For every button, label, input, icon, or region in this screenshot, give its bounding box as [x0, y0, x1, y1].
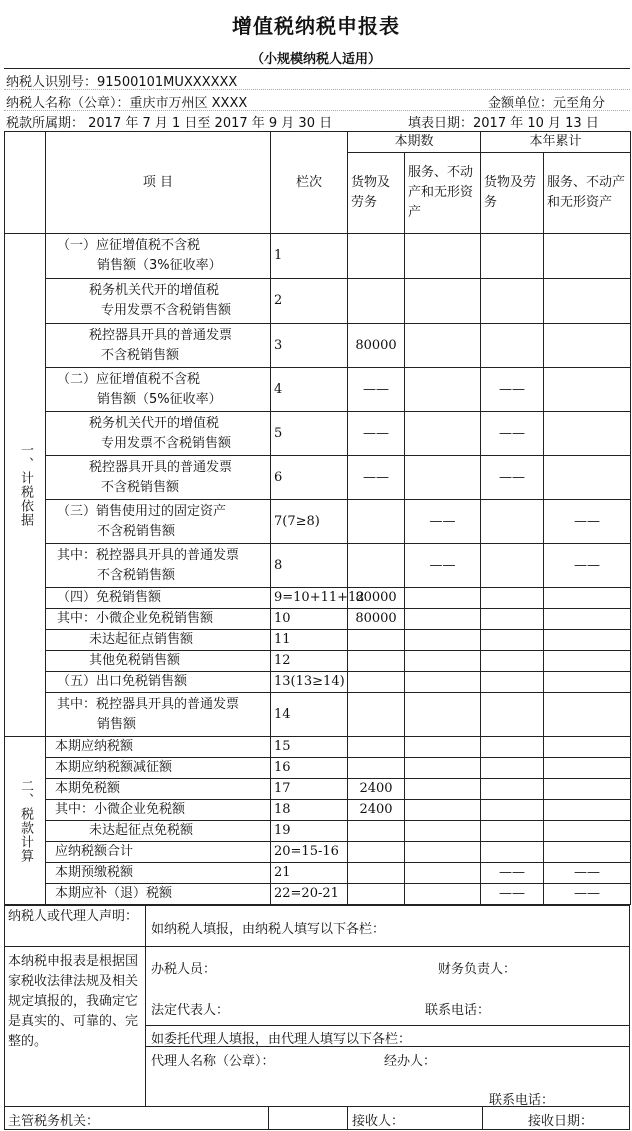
row-ytd-services	[544, 779, 631, 800]
row-line-no: 21	[271, 863, 348, 884]
row-line-no: 3	[271, 324, 348, 368]
row-item	[46, 821, 271, 842]
row-cur-goods	[348, 500, 405, 544]
row-item-text: 销售额（5%征收率）	[97, 391, 222, 407]
row-cur-services	[405, 821, 481, 842]
row-cur-goods	[348, 672, 405, 693]
row-cur-services	[405, 842, 481, 863]
row-ytd-services	[544, 234, 631, 279]
row-ytd-goods	[481, 693, 544, 737]
row-cur-goods: ——	[348, 368, 405, 412]
row-item-text: 本期预缴税额	[55, 865, 134, 880]
row-ytd-goods	[481, 500, 544, 544]
tax-period: 税款所属期： 2017 年 7 月 1 日至 2017 年 9 月 30 日	[6, 116, 333, 131]
row-item	[46, 737, 271, 758]
receiver-label: 接收人：	[352, 1114, 405, 1129]
row-cur-goods	[348, 234, 405, 279]
header-item: 项 目	[46, 132, 271, 234]
row-item	[46, 456, 271, 500]
row-item-text: 销售额（3%征收率）	[97, 258, 222, 273]
row-ytd-goods	[481, 324, 544, 368]
fill-date: 填表日期：2017 年 10 月 13 日	[408, 116, 599, 131]
table-row	[5, 324, 631, 368]
row-ytd-goods	[481, 842, 544, 863]
table-row	[5, 779, 631, 800]
row-cur-goods: 80000	[348, 324, 405, 368]
row-cur-goods: ——	[348, 456, 405, 500]
row-item-text: 其他免税销售额	[89, 653, 181, 668]
table-row	[5, 693, 631, 737]
row-ytd-services	[544, 737, 631, 758]
row-ytd-services	[544, 412, 631, 456]
row-item	[46, 368, 271, 412]
table-row	[5, 234, 631, 279]
row-line-no: 19	[271, 821, 348, 842]
row-item-text: （五）出口免税销售额	[57, 674, 188, 689]
row-ytd-services	[544, 821, 631, 842]
declaration-body: 本纳税申报表是根据国家税收法律法规及相关规定填报的，我确定它是真实的、可靠的、完整的。	[8, 954, 139, 1049]
table-row	[5, 651, 631, 672]
row-line-no: 18	[271, 800, 348, 821]
row-cur-services	[405, 324, 481, 368]
row-ytd-services: ——	[544, 863, 631, 884]
row-line-no: 4	[271, 368, 348, 412]
divider	[4, 89, 630, 90]
row-line-no: 13(13≥14)	[271, 672, 348, 693]
row-ytd-goods	[481, 779, 544, 800]
finance-head-label: 财务负责人：	[438, 962, 517, 977]
row-cur-services	[405, 368, 481, 412]
form-subtitle: （小规模纳税人适用）	[250, 52, 381, 67]
row-ytd-services	[544, 693, 631, 737]
row-cur-goods: ——	[348, 412, 405, 456]
row-item-text: （一）应征增值税不含税	[57, 238, 201, 253]
tax-authority-label: 主管税务机关：	[8, 1114, 100, 1129]
row-cur-goods	[348, 884, 405, 905]
header-ytd: 本年累计	[481, 132, 631, 153]
row-cur-services	[405, 651, 481, 672]
row-ytd-services	[544, 842, 631, 863]
row-ytd-services	[544, 630, 631, 651]
row-ytd-goods	[481, 672, 544, 693]
row-item	[46, 588, 271, 609]
row-ytd-services: ——	[544, 884, 631, 905]
legal-rep-label: 法定代表人：	[151, 1003, 230, 1018]
row-cur-goods	[348, 758, 405, 779]
row-item-text: （二）应征增值税不含税	[57, 371, 201, 387]
row-item-text: （四）免税销售额	[57, 590, 162, 605]
row-cur-services	[405, 779, 481, 800]
row-item-text: 本期应纳税额	[55, 739, 134, 754]
table-row	[5, 842, 631, 863]
row-ytd-goods	[481, 630, 544, 651]
header-ytd-services: 服务、不动产和无形资产	[544, 153, 631, 234]
row-item	[46, 324, 271, 368]
row-cur-services	[405, 234, 481, 279]
row-ytd-goods	[481, 609, 544, 630]
row-cur-services	[405, 672, 481, 693]
row-item	[46, 693, 271, 737]
row-item	[46, 651, 271, 672]
row-cur-services	[405, 588, 481, 609]
row-cur-goods: 80000	[348, 609, 405, 630]
taxpayer-name: 纳税人名称（公章）：重庆市万州区 XXXX	[6, 96, 248, 111]
table-row	[5, 884, 631, 905]
row-ytd-goods	[481, 758, 544, 779]
row-item-text: 本期应纳税额减征额	[55, 760, 173, 775]
row-item	[46, 758, 271, 779]
row-item-text: （三）销售使用过的固定资产	[57, 503, 227, 519]
table-row	[5, 500, 631, 544]
row-cur-goods	[348, 651, 405, 672]
row-ytd-services	[544, 324, 631, 368]
row-item-text: 其中：小微企业免税销售额	[57, 611, 214, 626]
row-cur-goods: 80000	[348, 588, 405, 609]
row-cur-services	[405, 758, 481, 779]
row-cur-goods	[348, 693, 405, 737]
row-ytd-services	[544, 588, 631, 609]
row-line-no: 2	[271, 279, 348, 324]
row-ytd-services	[544, 672, 631, 693]
row-ytd-goods	[481, 800, 544, 821]
row-cur-services	[405, 693, 481, 737]
row-item	[46, 863, 271, 884]
row-ytd-services	[544, 758, 631, 779]
row-ytd-goods	[481, 544, 544, 588]
row-item-text: 税控器具开具的普通发票	[89, 459, 233, 475]
row-line-no: 22=20-21	[271, 884, 348, 905]
row-ytd-goods: ——	[481, 412, 544, 456]
row-line-no: 1	[271, 234, 348, 279]
header-current-period: 本期数	[348, 132, 481, 153]
row-ytd-services	[544, 800, 631, 821]
row-cur-goods: 2400	[348, 779, 405, 800]
row-item	[46, 234, 271, 279]
table-row	[5, 800, 631, 821]
row-cur-services	[405, 279, 481, 324]
row-item	[46, 500, 271, 544]
row-cur-services	[405, 456, 481, 500]
row-item-text: 其中：小微企业免税额	[55, 802, 186, 817]
header-line-no: 栏次	[271, 132, 348, 234]
table-row	[5, 609, 631, 630]
row-item-text: 专用发票不含税销售额	[101, 303, 232, 318]
header-ytd-goods: 货物及劳务	[481, 153, 544, 234]
row-cur-services	[405, 630, 481, 651]
table-row	[5, 672, 631, 693]
row-cur-services: ——	[405, 500, 481, 544]
row-cur-services: ——	[405, 544, 481, 588]
row-item-text: 本期免税额	[55, 781, 121, 796]
table-row	[5, 412, 631, 456]
row-cur-goods	[348, 544, 405, 588]
table-row	[5, 544, 631, 588]
row-item-text: 应纳税额合计	[55, 844, 134, 859]
receive-date-label: 接收日期：	[528, 1114, 594, 1129]
row-line-no: 14	[271, 693, 348, 737]
row-item-text: 其中：税控器具开具的普通发票	[57, 547, 240, 563]
row-cur-services	[405, 800, 481, 821]
row-ytd-goods	[481, 279, 544, 324]
section1-text: 一、计税依据	[18, 443, 33, 527]
handler-label: 办税人员：	[151, 962, 217, 977]
row-item-text: 税务机关代开的增值税	[89, 283, 220, 298]
row-item	[46, 672, 271, 693]
row-cur-services	[405, 863, 481, 884]
row-cur-goods	[348, 737, 405, 758]
row-line-no: 20=15-16	[271, 842, 348, 863]
form-title: 增值税纳税申报表	[232, 14, 400, 38]
row-item-text: 税务机关代开的增值税	[89, 415, 220, 431]
row-ytd-services	[544, 456, 631, 500]
row-item	[46, 544, 271, 588]
row-item	[46, 779, 271, 800]
header-cur-goods: 货物及劳务	[348, 153, 405, 234]
table-row	[5, 821, 631, 842]
row-ytd-goods: ——	[481, 368, 544, 412]
row-line-no: 15	[271, 737, 348, 758]
row-ytd-services	[544, 368, 631, 412]
row-item-text: 不含税销售额	[101, 347, 180, 363]
row-ytd-services: ——	[544, 500, 631, 544]
row-line-no: 10	[271, 609, 348, 630]
row-ytd-services	[544, 279, 631, 324]
row-item-text: 不含税销售额	[101, 479, 180, 495]
self-fill-note: 如纳税人填报，由纳税人填写以下各栏：	[151, 922, 386, 937]
agent-name-label: 代理人名称（公章）：	[151, 1054, 275, 1069]
row-ytd-goods	[481, 737, 544, 758]
row-item	[46, 884, 271, 905]
row-cur-goods: 2400	[348, 800, 405, 821]
divider	[4, 110, 630, 111]
agent-phone-label: 联系电话：	[489, 1093, 555, 1108]
row-ytd-goods	[481, 651, 544, 672]
row-line-no: 16	[271, 758, 348, 779]
table-row	[5, 588, 631, 609]
section-label-basis	[5, 234, 46, 737]
row-ytd-goods: ——	[481, 863, 544, 884]
row-item-text: 销售额	[97, 716, 137, 732]
row-line-no: 9=10+11+12	[271, 588, 348, 609]
header-cur-services: 服务、不动产和无形资产	[405, 153, 481, 234]
row-item-text: 专用发票不含税销售额	[101, 435, 232, 451]
table-row	[5, 456, 631, 500]
row-item	[46, 630, 271, 651]
corner-cell	[5, 132, 46, 234]
declaration-section	[4, 905, 630, 1131]
table-row	[5, 863, 631, 884]
taxpayer-id: 纳税人识别号：91500101MUXXXXXX	[6, 75, 238, 90]
row-line-no: 17	[271, 779, 348, 800]
row-ytd-goods: ——	[481, 884, 544, 905]
operator-label: 经办人：	[384, 1054, 437, 1069]
row-cur-goods	[348, 630, 405, 651]
row-item-text: 本期应补（退）税额	[55, 886, 173, 901]
divider	[4, 68, 630, 69]
phone-label: 联系电话：	[425, 1003, 491, 1018]
row-cur-goods	[348, 863, 405, 884]
row-cur-services	[405, 737, 481, 758]
row-line-no: 11	[271, 630, 348, 651]
row-item	[46, 609, 271, 630]
table-row	[5, 630, 631, 651]
row-ytd-goods	[481, 588, 544, 609]
row-item-text: 未达起征点销售额	[89, 632, 194, 647]
row-ytd-goods	[481, 821, 544, 842]
row-cur-services	[405, 609, 481, 630]
agent-fill-note: 如委托代理人填报，由代理人填写以下各栏：	[151, 1032, 412, 1047]
amount-unit: 金额单位：元至角分	[488, 96, 606, 111]
row-ytd-goods	[481, 234, 544, 279]
row-ytd-services: ——	[544, 544, 631, 588]
row-line-no: 5	[271, 412, 348, 456]
row-item-text: 未达起征点免税额	[89, 823, 194, 838]
table-row	[5, 758, 631, 779]
row-line-no: 8	[271, 544, 348, 588]
row-item-text: 不含税销售额	[97, 523, 176, 539]
row-line-no: 12	[271, 651, 348, 672]
row-line-no: 6	[271, 456, 348, 500]
tax-return-table	[4, 131, 631, 905]
row-cur-goods	[348, 842, 405, 863]
row-ytd-services	[544, 651, 631, 672]
declaration-title: 纳税人或代理人声明：	[8, 909, 139, 924]
table-row	[5, 368, 631, 412]
row-ytd-goods: ——	[481, 456, 544, 500]
row-item	[46, 800, 271, 821]
row-ytd-services	[544, 609, 631, 630]
table-row	[5, 737, 631, 758]
row-item-text: 税控器具开具的普通发票	[89, 327, 233, 343]
row-item-text: 其中：税控器具开具的普通发票	[57, 696, 240, 712]
row-cur-goods	[348, 821, 405, 842]
row-item-text: 不含税销售额	[97, 567, 176, 583]
row-cur-services	[405, 412, 481, 456]
row-cur-goods	[348, 279, 405, 324]
row-line-no: 7(7≥8)	[271, 500, 348, 544]
section-label-calc	[5, 737, 46, 905]
section2-text: 二、税款计算	[18, 778, 33, 863]
row-cur-services	[405, 884, 481, 905]
row-item	[46, 842, 271, 863]
table-row	[5, 279, 631, 324]
row-item	[46, 279, 271, 324]
row-item	[46, 412, 271, 456]
